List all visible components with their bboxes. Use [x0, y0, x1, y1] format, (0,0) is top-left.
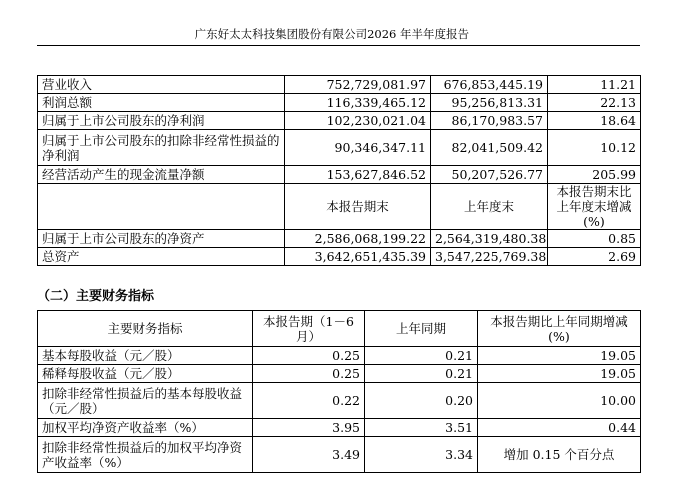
key-financial-indicators-table: [37, 310, 641, 473]
current-value: 0.25: [253, 347, 365, 365]
row-label: 营业收入: [38, 76, 285, 94]
change-value: 10.12: [548, 130, 641, 166]
previous-value: 86,170,983.57: [431, 112, 548, 130]
current-value: 752,729,081.97: [285, 76, 431, 94]
table-row: [38, 130, 641, 166]
row-label: 归属于上市公司股东的扣除非经常性损益的净利润: [38, 130, 285, 166]
current-value: 102,230,021.04: [285, 112, 431, 130]
change-value: 增加 0.15 个百分点: [478, 437, 641, 473]
row-label: 扣除非经常性损益后的基本每股收益（元／股）: [38, 383, 253, 419]
header-change: 本报告期比上年同期增减(%): [478, 311, 641, 347]
report-header: [0, 26, 681, 42]
table-header-row: [38, 311, 641, 347]
previous-value: 0.21: [365, 365, 478, 383]
report-header-title: 广东好太太科技集团股份有限公司2026 年半年度报告: [194, 27, 469, 41]
row-label: 利润总额: [38, 94, 285, 112]
current-value: 2,586,068,199.22: [285, 230, 431, 248]
previous-value: 50,207,526.77: [431, 166, 548, 184]
previous-value: 0.20: [365, 383, 478, 419]
table-row: [38, 347, 641, 365]
row-label: 归属于上市公司股东的净资产: [38, 230, 285, 248]
current-value: 3.49: [253, 437, 365, 473]
table-row: [38, 383, 641, 419]
previous-value: 2,564,319,480.38: [431, 230, 548, 248]
previous-value: 3.34: [365, 437, 478, 473]
previous-value: 95,256,813.31: [431, 94, 548, 112]
previous-value: 82,041,509.42: [431, 130, 548, 166]
current-value: 3.95: [253, 419, 365, 437]
change-value: 19.05: [478, 347, 641, 365]
previous-value: 3,547,225,769.38: [431, 248, 548, 266]
change-value: 0.44: [478, 419, 641, 437]
section-title: （二）主要财务指标: [37, 289, 155, 304]
current-value: 153,627,846.52: [285, 166, 431, 184]
change-value: 19.05: [478, 365, 641, 383]
subheader-change: 本报告期末比上年度末增减(%): [548, 184, 641, 230]
subheader-previous: 上年度末: [431, 184, 548, 230]
header-previous: 上年同期: [365, 311, 478, 347]
header-rule: [37, 45, 640, 46]
current-value: 0.22: [253, 383, 365, 419]
table-row: [38, 230, 641, 248]
change-value: 2.69: [548, 248, 641, 266]
change-value: 0.85: [548, 230, 641, 248]
change-value: 10.00: [478, 383, 641, 419]
change-value: 205.99: [548, 166, 641, 184]
row-label: 总资产: [38, 248, 285, 266]
table-row: [38, 76, 641, 94]
row-label: 稀释每股收益（元／股）: [38, 365, 253, 383]
row-label: 经营活动产生的现金流量净额: [38, 166, 285, 184]
table-row: [38, 248, 641, 266]
current-value: 90,346,347.11: [285, 130, 431, 166]
key-accounting-data-table: [37, 75, 641, 266]
empty-cell: [38, 184, 285, 230]
change-value: 11.21: [548, 76, 641, 94]
row-label: 归属于上市公司股东的净利润: [38, 112, 285, 130]
table-row: [38, 419, 641, 437]
row-label: 扣除非经常性损益后的加权平均净资产收益率（%）: [38, 437, 253, 473]
current-value: 3,642,651,435.39: [285, 248, 431, 266]
table-row: [38, 166, 641, 184]
row-label: 加权平均净资产收益率（%）: [38, 419, 253, 437]
change-value: 22.13: [548, 94, 641, 112]
current-value: 0.25: [253, 365, 365, 383]
previous-value: 0.21: [365, 347, 478, 365]
table-row: [38, 112, 641, 130]
row-label: 基本每股收益（元／股）: [38, 347, 253, 365]
previous-value: 676,853,445.19: [431, 76, 548, 94]
previous-value: 3.51: [365, 419, 478, 437]
table-row: [38, 365, 641, 383]
header-indicator: 主要财务指标: [38, 311, 253, 347]
current-value: 116,339,465.12: [285, 94, 431, 112]
table-row: [38, 94, 641, 112]
table-subheader-row: [38, 184, 641, 230]
change-value: 18.64: [548, 112, 641, 130]
subheader-current: 本报告期末: [285, 184, 431, 230]
header-current: 本报告期（1－6月）: [253, 311, 365, 347]
table-row: [38, 437, 641, 473]
